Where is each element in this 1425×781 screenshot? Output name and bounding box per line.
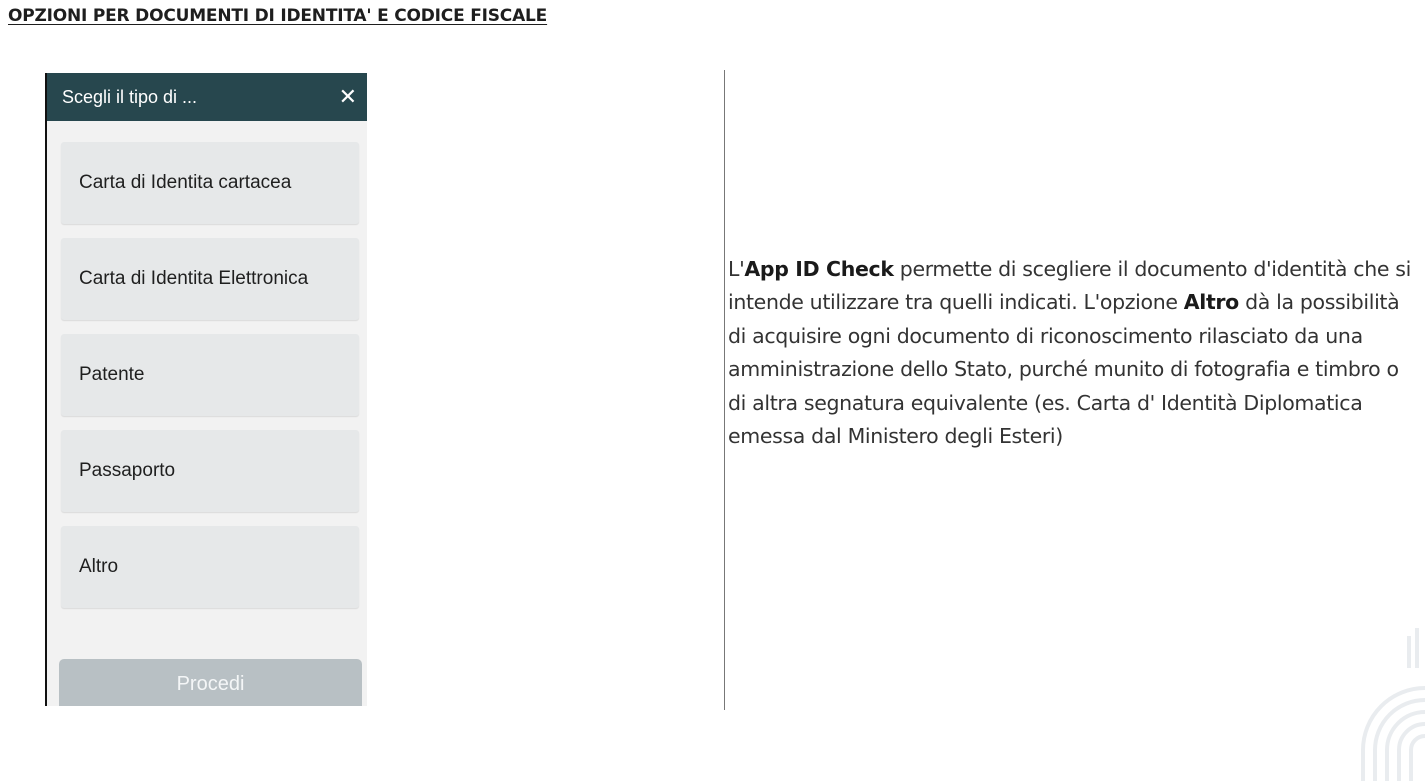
document-options-list <box>47 121 367 608</box>
dialog-title: Scegli il tipo di ... <box>62 86 198 107</box>
description-part-1: L' <box>728 257 745 281</box>
description-part-3: dà la possibilità di acquisire ogni documento di riconoscimento rilasciato da una amministrazione dello Stato, purché munito di fotografia e timbro o di altra segnatura equivalente (es. Carta d' Identità Diplomatica emessa dal Ministero degli Esteri) <box>728 290 1400 449</box>
dialog-header <box>47 73 367 121</box>
option-passaporto[interactable]: Passaporto <box>61 430 359 512</box>
option-carta-identita-elettronica[interactable]: Carta di Identita Elettronica <box>61 238 359 320</box>
option-carta-identita-cartacea[interactable]: Carta di Identita cartacea <box>61 142 359 224</box>
description-text <box>728 253 1418 453</box>
divider <box>724 70 725 710</box>
document-type-dialog <box>45 73 367 706</box>
option-name-altro: Altro <box>1183 290 1239 315</box>
decorative-arcs <box>1355 628 1425 781</box>
section-heading: OPZIONI PER DOCUMENTI DI IDENTITA' E CODICE FISCALE <box>8 6 548 26</box>
option-patente[interactable]: Patente <box>61 334 359 416</box>
app-name: App ID Check <box>744 257 894 281</box>
description-part-2: permette di scegliere il documento d'identità che si intende utilizzare tra quelli indicati. L'opzione <box>728 257 1411 315</box>
proceed-button[interactable]: Procedi <box>59 659 362 706</box>
option-altro[interactable]: Altro <box>61 526 359 608</box>
close-icon[interactable]: ✕ <box>338 84 357 109</box>
